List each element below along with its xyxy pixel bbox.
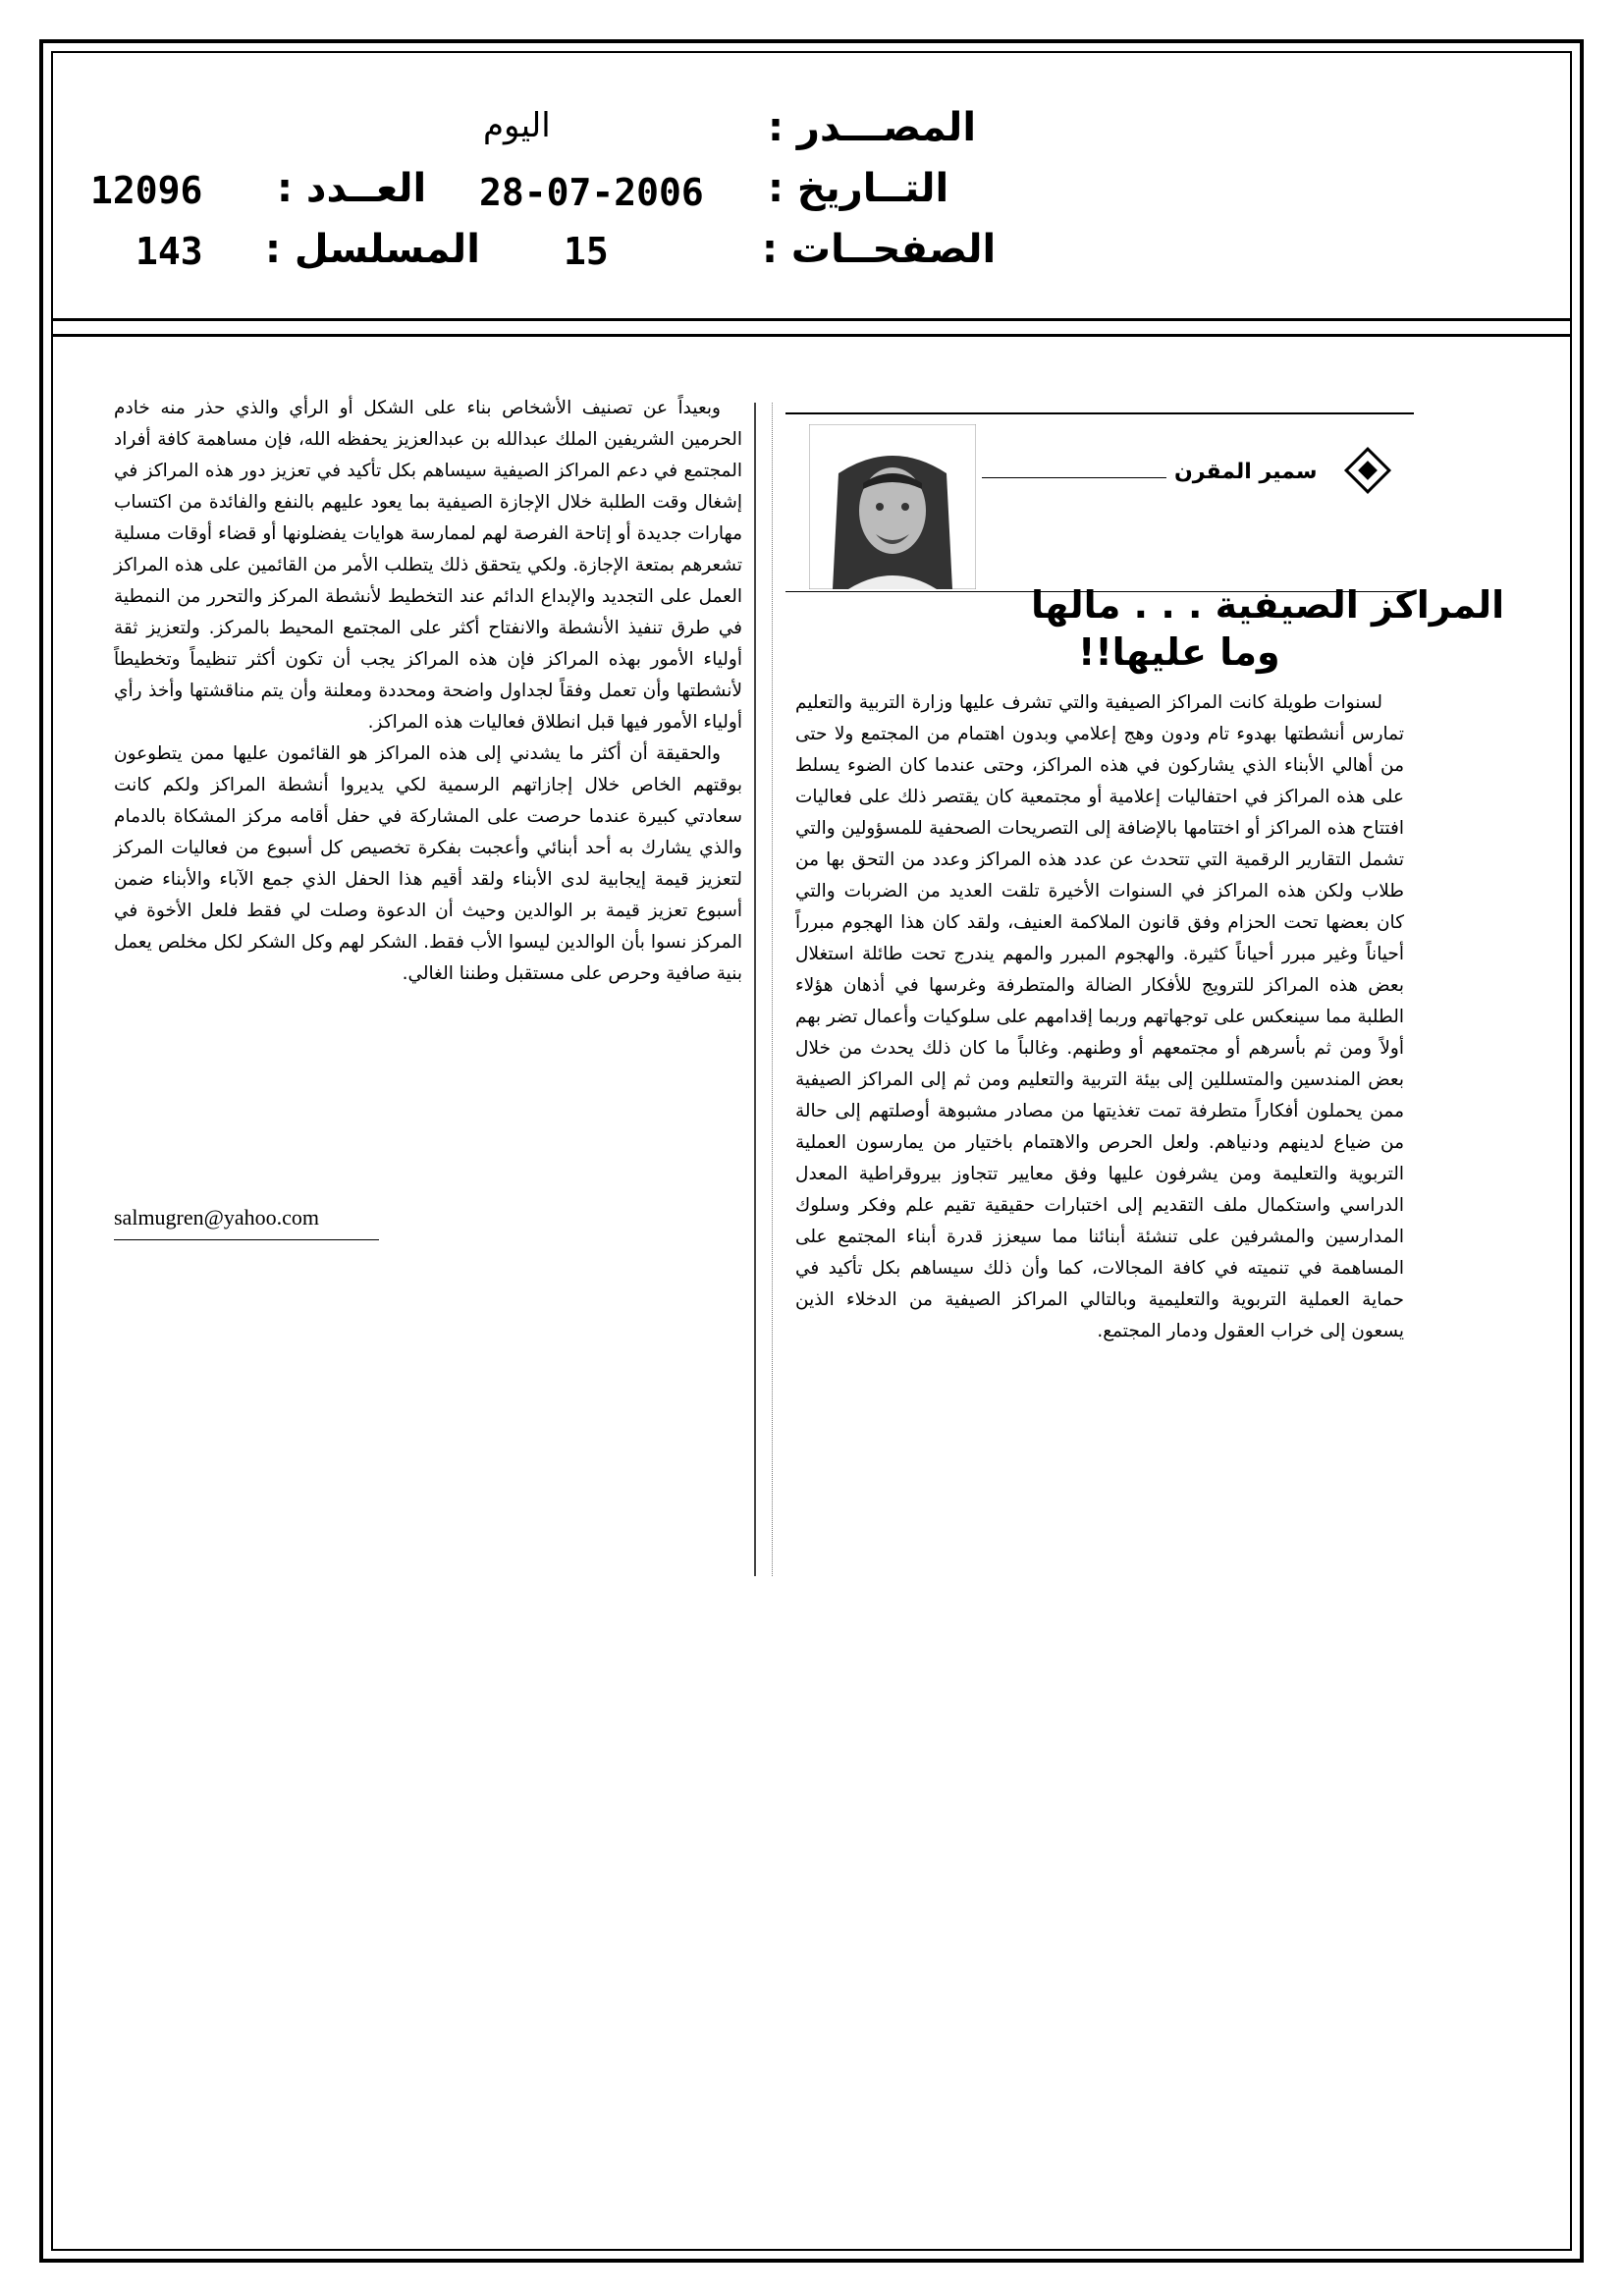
pages-value: 15	[564, 230, 609, 273]
author-email: salmugren@yahoo.com	[114, 1205, 320, 1230]
source-label: المصـــدر :	[768, 105, 977, 150]
column-divider-dotted	[772, 403, 773, 1576]
date-label: التــاريخ :	[768, 166, 949, 211]
date-value: 28-07-2006	[479, 171, 704, 214]
author-rule	[982, 477, 1166, 478]
email-underline	[114, 1239, 379, 1240]
author-name: سمير المقرن	[1174, 460, 1318, 484]
article-left-column	[114, 393, 742, 990]
article-right-column	[795, 687, 1404, 1347]
pages-label: الصفحــات :	[762, 227, 997, 272]
issue-label: العــدد :	[277, 166, 427, 211]
serial-value: 143	[135, 230, 203, 273]
source-value: اليوم	[483, 106, 551, 145]
issue-value: 12096	[90, 169, 203, 212]
author-photo	[809, 424, 976, 589]
left-column-paragraph-1: وبعيداً عن تصنيف الأشخاص بناء على الشكل أو الرأي والذي حذر منه خادم الحرمين الشريفين الملك عبدالله بن عبدالعزيز يحفظه الله، فإن مساهمة كافة أفراد المجتمع في دعم المراكز الصيفية سيساهم بكل تأكيد في تعزيز دور هذه المراكز في إشغال وقت الطلبة خلال الإجازة الصيفية بما يعود عليهم بالنفع والفائدة من اكتساب مهارات جديدة أو إتاحة الفرصة لهم لممارسة هوايات يفضلونها أو قضاء أوقات مسلية تشعرهم بمتعة الإجازة. ولكي يتحقق ذلك يتطلب الأمر من القائمين على هذه المراكز العمل على التجديد والإبداع الدائم عند التخطيط لأنشطة المركز والتحرر من النمطية في طرق تنفيذ الأنشطة والانفتاح أكثر على المجتمع المحيط بالمركز. ولتعزيز ثقة أولياء الأمور بهذه المراكز فإن هذه المراكز يجب أن تكون أكثر تنظيماً وتخطيطاً لأنشطتها وأن تعمل وفقاً لجداول واضحة ومحددة ومعلنة وأن يتم مناقشتها وأخذ رأي أولياء الأمور فيها قبل انطلاق فعاليات هذه المراكز.	[114, 398, 742, 733]
left-column-paragraph-2: والحقيقة أن أكثر ما يشدني إلى هذه المراكز هو القائمون عليها ممن يتطوعون بوقتهم الخاص خلال إجازاتهم الرسمية لكي يديروا أنشطة المراكز ولكم كانت سعادتي كبيرة عندما حرصت على المشاركة في حفل أقامه مركز المشكاة بالدمام والذي يشارك به أحد أبنائي وأعجبت بفكرة تخصيص كل أسبوع من فعاليات المركز لتعزيز قيمة إيجابية لدى الأبناء ولقد أقيم هذا الحفل الذي جمع الآباء والأبناء ضمن أسبوع تعزيز قيمة بر الوالدين وحيث أن الدعوة وصلت لي فقط فلعل الأخوة في المركز نسوا بأن الوالدين ليسوا الأب فقط. الشكر لهم وكل الشكر لكل مخلص يعمل بنية صافية وحرص على مستقبل وطننا الغالي.	[114, 743, 742, 984]
serial-label: المسلسل :	[265, 227, 480, 272]
right-column-paragraph: لسنوات طويلة كانت المراكز الصيفية والتي تشرف عليها وزارة التربية والتعليم تمارس أنشطتها بهدوء تام ودون وهج إعلامي وبدون اهتمام من المجتمع ولا حتى من أهالي الأبناء الذي يشاركون في هذه المراكز، وحتى عندما كان الضوء يسلط على هذه المراكز في احتفاليات إعلامية أو مجتمعية كان يقتصر ذلك على فعاليات افتتاح هذه المراكز أو اختتامها بالإضافة إلى التصريحات الصحفية للمسؤولين والتي تشمل التقارير الرقمية التي تتحدث عن عدد هذه المراكز وعدد من التحق بها من طلاب ولكن هذه المراكز في السنوات الأخيرة تلقت العديد من الضربات والتي كان بعضها تحت الحزام وفق قانون الملاكمة العنيف، ولقد كان هذا الهجوم مبرراً أحياناً وغير مبرر أحياناً كثيرة. والهجوم المبرر والمهم يندرج تحت طائلة استغلال بعض هذه المراكز للترويج للأفكار الضالة والمتطرفة وغرسها في أذهان هؤلاء الطلبة مما سينعكس على توجهاتهم وربما إقدامهم على سلوكيات وأعمال تضر بهم أولاً ومن ثم بأسرهم أو مجتمعهم أو وطنهم. وغالباً ما كان ذلك يحدث من خلال بعض المندسين والمتسللين إلى بيئة التربية والتعليم ومن ثم إلى المراكز الصيفية ممن يحملون أفكاراً متطرفة تمت تغذيتها من مصادر مشبوهة أوصلتهم إلى حالة من ضياع لدينهم ودنياهم. ولعل الحرص والاهتمام باختيار من يمارسون العملية التربوية والتعليمة ومن يشرفون عليها وفق معايير تتجاوز بيروقراطية المعدل الدراسي واستكمال ملف التقديم إلى اختبارات حقيقية تقيم علم وفكر وسلوك المدارسين والمشرفين على تنشئة أبنائنا مما سيعزز قدرة أبناء المجتمع على المساهمة في تنميته في كافة المجالات، كما وأن ذلك سيساهم بكل تأكيد في حماية العملية التربوية والتعليمية وبالتالي المراكز الصيفية من الدخلاء الذين يسعون إلى خراب العقول ودمار المجتمع.	[795, 692, 1404, 1341]
article-title-line1: المراكز الصيفية . . . مالها	[1031, 583, 1505, 627]
header-divider-bottom	[51, 334, 1572, 337]
column-divider	[754, 403, 756, 1576]
article-title-line2: وما عليها!!	[1078, 630, 1280, 674]
header-divider-top	[51, 318, 1572, 321]
